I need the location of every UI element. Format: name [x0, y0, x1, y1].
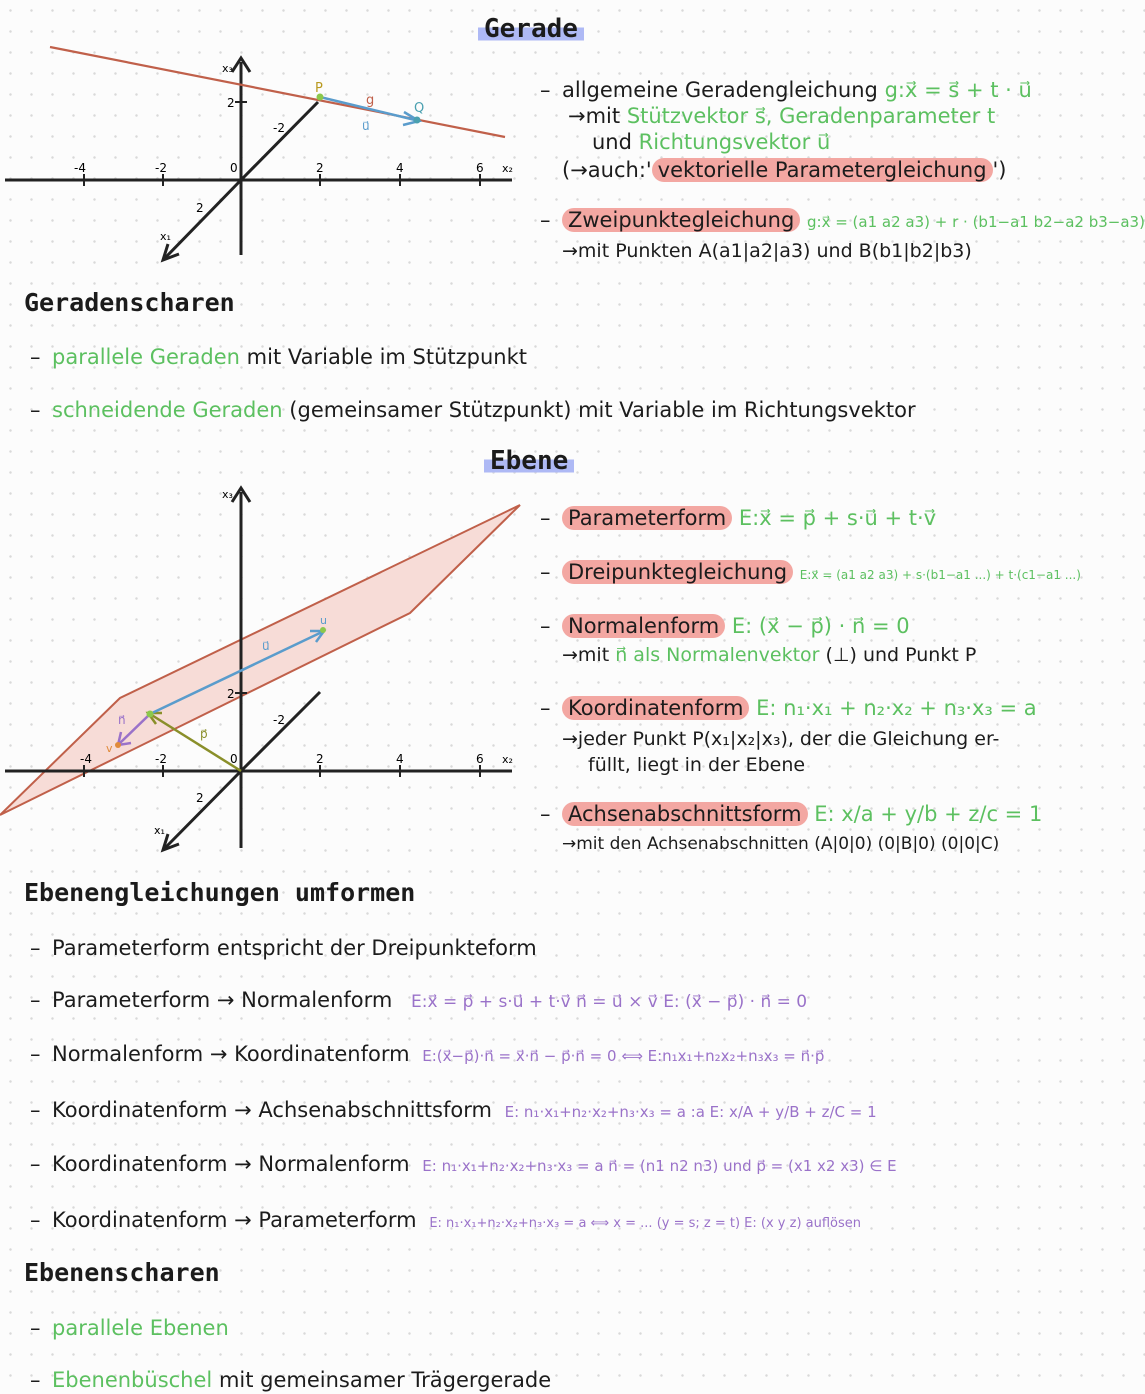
coordinate-form-note-2: füllt, liegt in der Ebene [588, 754, 806, 776]
parameter-form: – Parameterform E:x⃗ = p⃗ + s·u⃗ + t·v⃗ [540, 506, 937, 530]
tick-z2: 2 [227, 687, 235, 701]
axis-intercept-form: – Achsenabschnittsform E: x/a + y/b + z/c = 1 [540, 802, 1043, 826]
two-point-note: →mit Punkten A(a1|a2|a3) und B(b1|b2|b3) [562, 240, 972, 262]
tick-4: 4 [396, 752, 404, 766]
umformen-row-3: – Normalenform → Koordinatenform E:(x⃗−p⃗)·n⃗ = x⃗·n⃗ − p⃗·n⃗ = 0 ⟺ E:n₁x₁+n₂x₂+n₃x₃ = n⃗·p⃗ [30, 1042, 825, 1066]
tick-m4: -4 [80, 752, 92, 766]
tick-y2: 2 [196, 791, 204, 805]
normal-form-note: →mit n⃗ als Normalenvektor (⊥) und Punkt P [562, 644, 977, 666]
tick-m2: -2 [155, 161, 167, 175]
label-x1: x₁ [160, 230, 171, 243]
title-gerade: Gerade [478, 14, 584, 44]
label-p: p⃗ [200, 727, 208, 741]
heading-geradenscharen: Geradenscharen [24, 288, 235, 317]
label-v: v [106, 742, 113, 755]
label-x1: x₁ [154, 824, 165, 837]
umformen-row-2: – Parameterform → Normalenform E:x⃗ = p⃗ + s·u⃗ + t·v⃗ n⃗ = u⃗ × v⃗ E: (x⃗ − p⃗) · n⃗ = 0 [30, 988, 808, 1012]
direction-vector-note: und Richtungsvektor u⃗ [592, 130, 831, 154]
x1-axis [165, 180, 241, 258]
x1-axis [165, 771, 241, 848]
tick-m2: -2 [155, 752, 167, 766]
ebenenscharen-item-pencil: – Ebenenbüschel mit gemeinsamer Trägergerade [30, 1368, 552, 1392]
label-n: n⃗ [118, 713, 126, 727]
point-q [414, 117, 421, 124]
also-parametric-note: (→auch:' vektorielle Parametergleichung ') [562, 158, 1007, 182]
umformen-row-5: – Koordinatenform → Normalenform E: n₁·x₁+n₂·x₂+n₃·x₃ = a n⃗ = (n1 n2 n3) und p⃗ = (x1 x2 x3) ∈ E [30, 1152, 897, 1176]
label-q: Q [414, 101, 425, 116]
heading-umformen: Ebenengleichungen umformen [24, 878, 416, 907]
two-point-equation: – Zweipunktegleichung g:x⃗ = (a1 a2 a3) + r · (b1−a1 b2−a2 b3−a3) [540, 208, 1145, 232]
tick-z2: 2 [227, 96, 235, 110]
umformen-row-1: – Parameterform entspricht der Dreipunkteform [30, 936, 537, 960]
tick-6: 6 [476, 161, 484, 175]
tick-0: 0 [230, 161, 238, 175]
tick-2: 2 [316, 161, 324, 175]
tick-y2: 2 [196, 201, 204, 215]
three-point-form: – Dreipunktegleichung E:x⃗ = (a1 a2 a3) + s·(b1−a1 ...) + t·(c1−a1 ...) [540, 560, 1081, 584]
tick-ym2: -2 [273, 121, 285, 135]
axis-intercept-note: →mit den Achsenabschnitten (A|0|0) (0|B|0) (0|0|C) [562, 834, 1000, 854]
support-vector-note: →mit Stützvektor s⃗, Geradenparameter t [568, 104, 996, 128]
tick-ym2: -2 [273, 713, 285, 727]
umformen-row-6: – Koordinatenform → Parameterform E: n₁·x₁+n₂·x₂+n₃·x₃ = a ⟺ x = ... (y = s; z = t) E: (x y z) auflösen [30, 1208, 862, 1232]
label-p: P [315, 81, 323, 96]
tick-6: 6 [476, 752, 484, 766]
ebenenscharen-item-parallel: – parallele Ebenen [30, 1316, 229, 1340]
umformen-row-4: – Koordinatenform → Achsenabschnittsform E: n₁·x₁+n₂·x₂+n₃·x₃ = a :a E: x/A + y/B + z/C = 1 [30, 1098, 877, 1122]
label-u: u⃗ [362, 119, 370, 133]
heading-ebenenscharen: Ebenenscharen [24, 1258, 220, 1287]
tick-m4: -4 [74, 161, 86, 175]
label-g: g [366, 93, 375, 108]
plane-diagram [0, 480, 530, 860]
geradenscharen-item-parallel: – parallele Geraden mit Variable im Stützpunkt [30, 345, 528, 369]
title-ebene: Ebene [484, 446, 574, 476]
label-x2: x₂ [502, 162, 513, 175]
line-diagram [0, 40, 530, 270]
plane-e [0, 505, 520, 815]
coordinate-form: – Koordinatenform E: n₁·x₁ + n₂·x₂ + n₃·x₃ = a [540, 696, 1037, 720]
label-u: u⃗ [262, 639, 270, 653]
geradenscharen-item-intersecting: – schneidende Geraden (gemeinsamer Stützpunkt) mit Variable im Richtungsvektor [30, 398, 916, 422]
general-line-equation: – allgemeine Geradengleichung g:x⃗ = s⃗ + t · u⃗ [540, 78, 1032, 102]
tick-2: 2 [316, 752, 324, 766]
label-x3: x₃ [222, 488, 233, 501]
label-x2: x₂ [502, 753, 513, 766]
label-x3: x₃ [222, 62, 233, 75]
label-u-end: u [320, 614, 327, 627]
tick-0: 0 [230, 752, 238, 766]
tick-4: 4 [396, 161, 404, 175]
normal-form: – Normalenform E: (x⃗ − p⃗) · n⃗ = 0 [540, 614, 910, 638]
coordinate-form-note-1: →jeder Punkt P(x₁|x₂|x₃), der die Gleichung er- [562, 728, 1000, 750]
